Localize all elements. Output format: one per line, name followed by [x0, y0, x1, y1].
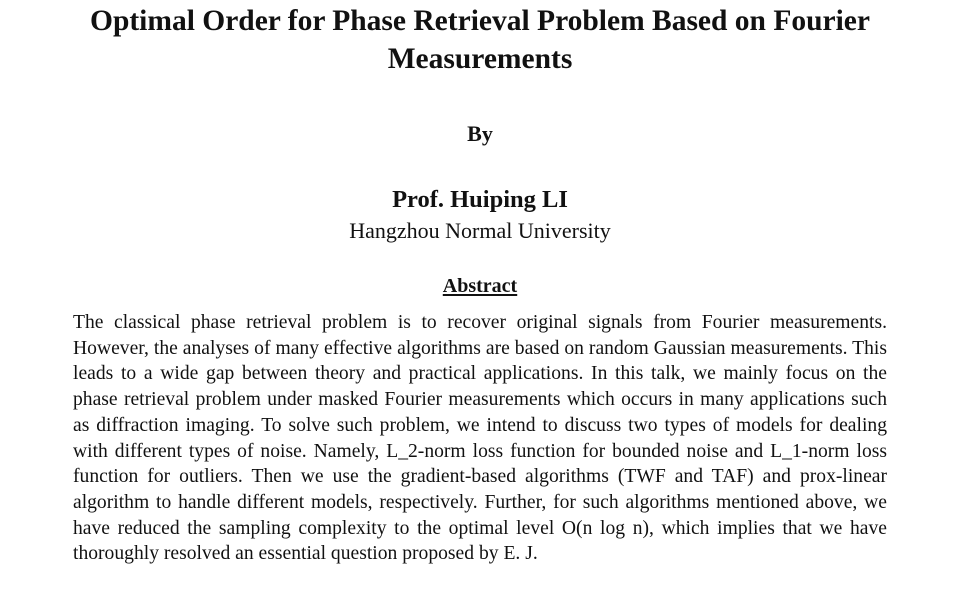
page-title: Optimal Order for Phase Retrieval Problem Based on Fourier Measurements	[90, 5, 870, 75]
author-name: Prof. Huiping LI	[392, 186, 568, 213]
abstract-heading	[0, 274, 960, 298]
by-line: By	[467, 121, 493, 146]
abstract-heading-label: Abstract	[442, 275, 518, 297]
author-affiliation: Hangzhou Normal University	[349, 218, 611, 243]
abstract-body: The classical phase retrieval problem is to recover original signals from Fourier measurements. However, the analyses of many effective algorithms are based on random Gaussian measurements. This leads to a wide gap between theory and practical applications. In this talk, we mainly focus on the phase retrieval problem under masked Fourier measurements which occurs in many applications such as diffraction imaging. To solve such problem, we intend to discuss two types of models for dealing with different types of noise. Namely, L_2-norm loss function for bounded noise and L_1-norm loss function for outliers. Then we use the gradient-based algorithms (TWF and TAF) and prox-linear algorithm to handle different models, respectively. Further, for such algorithms mentioned above, we have reduced the sampling complexity to the optimal level O(n log n), which implies that we have thoroughly resolved an essential question proposed by E. J.	[73, 312, 887, 565]
